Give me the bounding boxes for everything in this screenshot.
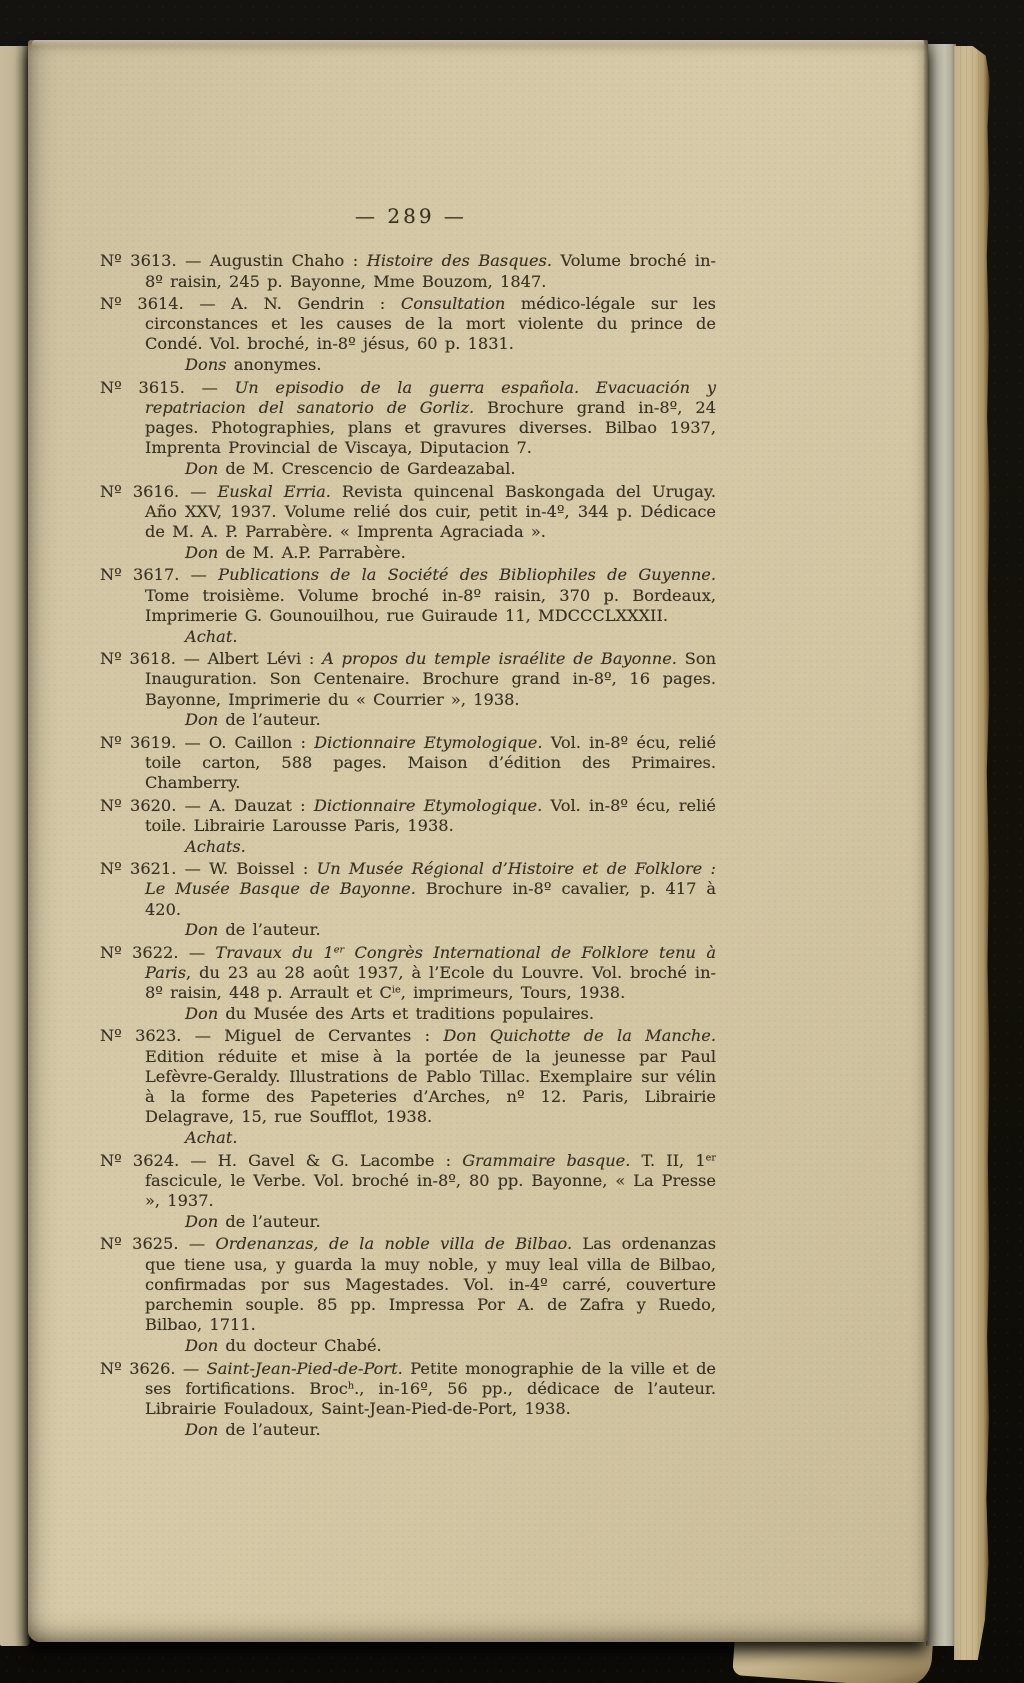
- entry-number: Nº 3614. —: [100, 293, 232, 313]
- text-segment: T. II, 1: [630, 1150, 706, 1170]
- catalog-entry: [100, 565, 716, 647]
- catalog-entry: [100, 251, 716, 292]
- catalog-entry: [100, 482, 716, 564]
- text-segment: de l’auteur.: [218, 1211, 321, 1231]
- entry-body: [145, 796, 716, 835]
- text-segment: fascicule, le Verbe. Vol. broché in-8º, 80 pp. Bayonne, « La Presse », 1937.: [145, 1170, 716, 1211]
- text-segment: Dons: [185, 355, 227, 375]
- text-segment: Miguel de Cervantes :: [224, 1026, 444, 1046]
- text-segment: ., in-16º, 56 pp., dédicace de l’auteur. Librairie Fouladoux, Saint-Jean-Pied-de-Port, 1938.: [145, 1378, 717, 1419]
- entry-number: Nº 3617. —: [100, 565, 219, 585]
- text-segment: de l’auteur.: [218, 1419, 321, 1439]
- text-segment: Dictionnaire Etymologique.: [314, 732, 543, 752]
- entry-number: Nº 3619. —: [100, 732, 209, 752]
- entry-number: Nº 3613. —: [100, 251, 210, 271]
- provenance-note: [145, 355, 716, 375]
- entry-number: Nº 3620. —: [100, 795, 210, 815]
- text-segment: anonymes.: [226, 355, 322, 375]
- provenance-note: [145, 920, 716, 940]
- catalog-entry: [100, 294, 716, 376]
- entry-body: [145, 1359, 716, 1419]
- provenance-note: [145, 1004, 716, 1024]
- text-segment: Congrès International de Folklore tenu à Paris: [145, 942, 716, 982]
- entry-number: Nº 3622. —: [100, 942, 216, 962]
- catalog-entries: [100, 251, 716, 1440]
- entry-number: Nº 3615. —: [100, 377, 235, 397]
- text-segment: Don: [185, 459, 219, 479]
- book-page: [28, 40, 928, 1642]
- text-segment: Dictionnaire Etymologique.: [313, 795, 543, 815]
- text-segment: Augustin Chaho :: [209, 251, 367, 271]
- text-segment: er: [705, 1152, 717, 1164]
- catalog-entry: [100, 1234, 716, 1356]
- provenance-note: [145, 710, 716, 730]
- provenance-note: [145, 543, 716, 563]
- text-segment: Ordenanzas, de la noble villa de Bilbao.: [215, 1234, 573, 1254]
- catalog-entry: [100, 378, 716, 480]
- previous-page-edge: [0, 46, 30, 1646]
- text-segment: W. Boissel :: [209, 858, 317, 878]
- text-segment: ie: [391, 984, 401, 996]
- text-segment: Achats.: [185, 836, 246, 856]
- text-segment: Achat.: [185, 1128, 238, 1148]
- text-segment: Vol. in-8º écu, relié toile carton, 588 pages. Maison d’édition des Primaires. Chamberry.: [145, 732, 717, 793]
- text-segment: Saint-Jean-Pied-de-Port.: [206, 1358, 403, 1378]
- entry-number: Nº 3623. —: [100, 1026, 225, 1046]
- text-segment: Revista quincenal Baskongada del Urugay. Año XXV, 1937. Volume relié dos cuir, petit in-4º, 344 p. Dédicace de M. A. P. Parrabère. « Imprenta Agraciada ».: [145, 481, 716, 542]
- text-segment: Consultation: [400, 293, 506, 313]
- entry-body: [145, 1234, 716, 1334]
- provenance-note: [145, 627, 716, 647]
- text-segment: Travaux du 1: [215, 942, 334, 962]
- entry-body: [145, 943, 716, 1003]
- provenance-note: [145, 1212, 716, 1232]
- text-segment: Don: [185, 1419, 219, 1439]
- catalog-entry: [100, 1359, 716, 1441]
- entry-body: [145, 251, 716, 290]
- catalog-entry: [100, 733, 716, 794]
- text-segment: Tome troisième. Volume broché in-8º raisin, 370 p. Bordeaux, Imprimerie G. Gounouilhou, rue Guiraude 11, MDCCCLXXXII.: [145, 585, 716, 625]
- text-segment: Don: [185, 920, 219, 940]
- text-segment: h: [347, 1380, 355, 1392]
- text-segment: A propos du temple israélite de Bayonne.: [322, 648, 677, 668]
- text-segment: Achat.: [185, 626, 238, 646]
- provenance-note: [145, 459, 716, 479]
- provenance-note: [145, 837, 716, 857]
- page-number: — 289 —: [355, 204, 467, 228]
- page-text-column: [100, 206, 716, 1442]
- entry-body: [145, 859, 716, 919]
- text-segment: Don: [185, 542, 219, 562]
- text-segment: , imprimeurs, Tours, 1938.: [400, 983, 626, 1003]
- page-edge-groove: [923, 40, 928, 1642]
- entry-number: Nº 3625. —: [100, 1234, 216, 1254]
- text-segment: Grammaire basque.: [462, 1150, 631, 1170]
- entry-number: Nº 3621. —: [100, 858, 210, 878]
- provenance-note: [145, 1420, 716, 1440]
- catalog-entry: [100, 859, 716, 941]
- text-segment: Histoire des Basques.: [366, 251, 553, 271]
- text-segment: de M. A.P. Parrabère.: [218, 542, 406, 562]
- page-stack-edge: [954, 46, 990, 1660]
- text-segment: Un episodio de la guerra española. Evacuación y repatriacion del sanatorio de Gorliz.: [145, 377, 716, 417]
- entry-number: Nº 3624. —: [100, 1150, 218, 1170]
- entry-body: [145, 482, 716, 542]
- text-segment: Un Musée Régional d’Histoire et de Folklore : Le Musée Basque de Bayonne.: [145, 858, 716, 899]
- text-segment: Las ordenanzas que tiene usa, y guarda la muy noble, y muy leal villa de Bilbao, confirmadas por sus Magestades. Vol. in-4º carré, couverture parchemin souple. 85 pp. Impressa Por A. de Zafra y Ruedo, Bilbao, 1711.: [145, 1234, 717, 1335]
- text-segment: Volume broché in-8º raisin, 245 p. Bayonne, Mme Bouzom, 1847.: [145, 251, 716, 291]
- text-segment: er: [333, 944, 345, 956]
- text-segment: Don: [185, 1003, 219, 1023]
- entry-body: [145, 733, 716, 793]
- catalog-entry: [100, 796, 716, 857]
- text-segment: médico-légale sur les circonstances et les causes de la mort violente du prince de Condé. Vol. broché, in-8º jésus, 60 p. 1831.: [145, 293, 716, 354]
- entry-number: Nº 3626. —: [100, 1358, 207, 1378]
- text-segment: Vol. in-8º écu, relié toile. Librairie Larousse Paris, 1938.: [145, 795, 716, 835]
- entry-body: [145, 1026, 716, 1126]
- text-segment: de M. Crescencio de Gardeazabal.: [218, 459, 516, 479]
- catalog-entry: [100, 1026, 716, 1148]
- text-segment: H. Gavel & G. Lacombe :: [217, 1150, 463, 1170]
- entry-body: [145, 1151, 716, 1211]
- text-segment: Son Inauguration. Son Centenaire. Brochure grand in-8º, 16 pages. Bayonne, Imprimerie du « Courrier », 1938.: [145, 648, 716, 709]
- text-segment: Don: [185, 710, 219, 730]
- text-segment: de l’auteur.: [218, 920, 321, 940]
- text-segment: Albert Lévi :: [207, 648, 323, 668]
- text-segment: Brochure grand in-8º, 24 pages. Photographies, plans et gravures diverses. Bilbao 1937, Imprenta Provincial de Viscaya, Diputacion 7.: [145, 397, 716, 458]
- catalog-entry: [100, 943, 716, 1025]
- text-segment: Brochure in-8º cavalier, p. 417 à 420.: [145, 879, 716, 919]
- text-segment: Petite monographie de la ville et de ses fortifications. Broc: [145, 1358, 717, 1398]
- entry-body: [145, 649, 716, 709]
- catalog-entry: [100, 649, 716, 731]
- provenance-note: [145, 1128, 716, 1148]
- catalog-entry: [100, 1151, 716, 1233]
- bookmark-ribbon: [926, 44, 956, 1646]
- text-segment: Don: [185, 1211, 219, 1231]
- text-segment: de l’auteur.: [218, 710, 321, 730]
- text-segment: Publications de la Société des Bibliophiles de Guyenne.: [218, 565, 716, 585]
- text-segment: A. N. Gendrin :: [231, 293, 401, 313]
- entry-number: Nº 3618. —: [100, 648, 208, 668]
- text-segment: A. Dauzat :: [209, 795, 314, 815]
- text-segment: Euskal Erria.: [217, 481, 331, 501]
- entry-body: [145, 565, 716, 625]
- provenance-note: [145, 1336, 716, 1356]
- text-segment: O. Caillon :: [208, 732, 315, 752]
- text-segment: Don Quichotte de la Manche.: [443, 1026, 717, 1046]
- entry-body: [145, 294, 716, 354]
- text-segment: , du 23 au 28 août 1937, à l’Ecole du Louvre. Vol. broché in-8º raisin, 448 p. Arrault et C: [145, 962, 716, 1003]
- text-segment: Edition réduite et mise à la portée de la jeunesse par Paul Lefèvre-Geraldy. Illustrations de Pablo Tillac. Exemplaire sur vélin à la forme des Papeteries d’Arches, nº 12. Paris, Librairie Delagrave, 15, rue Soufflot, 1938.: [145, 1046, 716, 1127]
- entry-number: Nº 3616. —: [100, 481, 218, 501]
- text-segment: du Musée des Arts et traditions populaires.: [218, 1003, 595, 1023]
- text-segment: du docteur Chabé.: [218, 1336, 382, 1356]
- text-segment: Don: [185, 1336, 219, 1356]
